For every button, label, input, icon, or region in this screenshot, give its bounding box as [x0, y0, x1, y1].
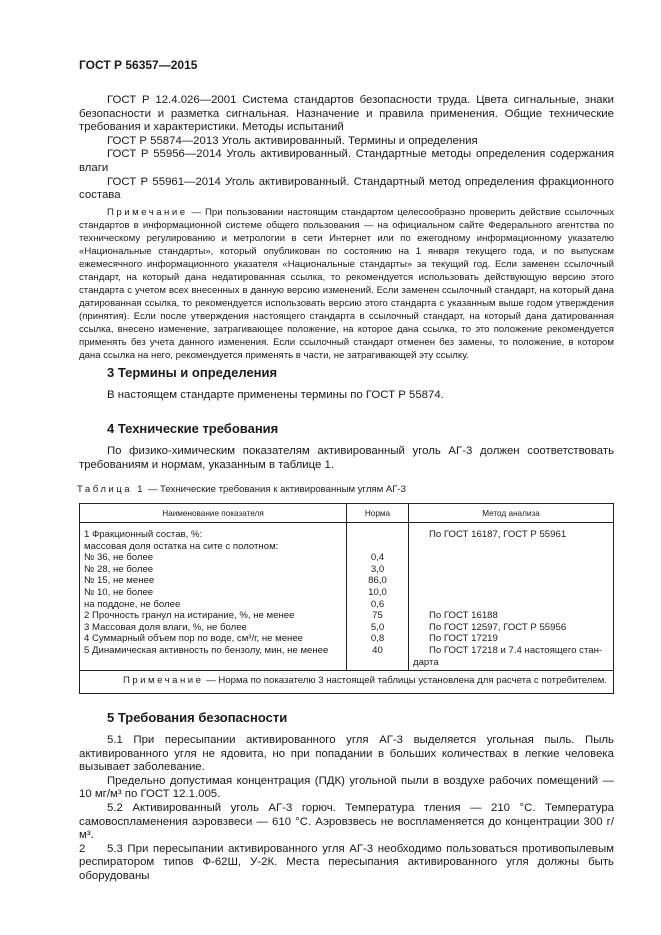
norm-cell: 0,6 — [347, 599, 409, 611]
references-list — [79, 94, 614, 203]
section-4-text: По физико-химическим показателям активированный уголь АГ-3 должен соответствовать требованиям и нормам, указанным в таблице 1. — [79, 445, 614, 471]
indicator-cell: 5 Динамическая активность по бензолу, мин, не менее — [80, 645, 347, 671]
indicator-cell: № 28, не более — [80, 564, 347, 576]
page-number: 2 — [79, 843, 86, 855]
section-5-title: 5 Требования безопасности — [107, 710, 288, 725]
indicator-cell: № 15, не менее — [80, 575, 347, 587]
method-cell: По ГОСТ 17218 и 7.4 настоящего стандарта — [409, 645, 614, 671]
norm-cell: 75 — [347, 610, 409, 622]
table-caption-label: Таблица 1 — [77, 484, 146, 495]
table-note — [80, 671, 614, 694]
column-header: Норма — [347, 504, 409, 523]
norm-cell: 86,0 — [347, 575, 409, 587]
table-row — [80, 587, 614, 599]
paragraph: Предельно допустимая концентрация (ПДК) угольной пыли в воздухе рабочих помещений — 10 мг/м³ по ГОСТ 12.1.005. — [79, 774, 614, 801]
table-row — [80, 523, 614, 541]
method-cell — [409, 564, 614, 576]
note-text: — При пользовании настоящим стандартом целесообразно проверить действие ссылочных стандартов в информационной системе общего пользования — на официальном сайте Федерального агентства по техническому регулированию и метрологии в сети Интернет или по ежегодному информационному указателю «Национальные стандарты», который опубликован по состоянию на 1 января текущего года, и по выпускам ежемесячного информационного указателя «Национальные стандарты» за текущий год. Если заменен ссылочный стандарт, на который дана недатированная ссылка, то рекомендуется использовать действующую версию этого стандарта с учетом всех внесенных в данную версию изменений. Если заменен ссылочный стандарт, на который дана датированная ссылка, то рекомендуется использовать версию этого стандарта с указанным выше годом утверждения (принятия). Если после утверждения настоящего стандарта в ссылочный стандарт, на который дана датированная ссылка, внесено изменение, затрагивающее положение, на которое дана ссылка, то это положение рекомендуется применять без учета данного изменения. Если ссылочный стандарт отменен без замены, то положение, в котором дана ссылка на него, рекомендуется применять в части, не затрагивающей эту ссылку. — [79, 207, 614, 361]
table-header-row — [80, 504, 614, 523]
paragraph: 5.3 При пересыпании активированного угля АГ-3 необходимо пользоваться противопылевым респиратором типов Ф-62Ш, У-2К. Места пересыпания активированного угля должны быть оборудованы — [79, 842, 614, 882]
method-cell — [409, 587, 614, 599]
method-cell — [409, 599, 614, 611]
norm-cell: 10,0 — [347, 587, 409, 599]
indicator-cell: 1 Фракционный состав, %: — [80, 523, 347, 541]
norm-cell: 3,0 — [347, 564, 409, 576]
table-row — [80, 633, 614, 645]
norm-cell: 0,4 — [347, 552, 409, 564]
section-4-title: 4 Технические требования — [107, 421, 279, 436]
table-row — [80, 645, 614, 671]
indicator-cell: № 36, не более — [80, 552, 347, 564]
norm-cell — [347, 523, 409, 541]
norm-cell: 0,8 — [347, 633, 409, 645]
indicator-cell: на поддоне, не более — [80, 599, 347, 611]
paragraph: 5.2 Активированный уголь АГ-3 горюч. Температура тления — 210 °С. Температура самовоспламенения аэровзвеси — 610 °С. Аэровзвесь не воспламеняется до концентрации 300 г/м³. — [79, 801, 614, 842]
table-note-text: — Норма по показателю 3 настоящей таблицы установлена для расчета с потребителем. — [203, 675, 607, 687]
reference-item: ГОСТ Р 55874—2013 Уголь активированный. Термины и определения — [107, 134, 478, 147]
indicator-cell: 4 Суммарный объем пор по воде, см³/г, не менее — [80, 633, 347, 645]
norm-cell — [347, 541, 409, 553]
indicator-cell: 3 Массовая доля влаги, %, не более — [80, 622, 347, 634]
table-row — [80, 622, 614, 634]
indicator-cell: 2 Прочность гранул на истирание, %, не менее — [80, 610, 347, 622]
table-note-label: Примечание — [122, 675, 204, 687]
method-cell: По ГОСТ 17219 — [409, 633, 614, 645]
table-row — [80, 599, 614, 611]
table-row — [80, 564, 614, 576]
requirements-table — [79, 503, 614, 694]
method-cell: По ГОСТ 16187, ГОСТ Р 55961 — [409, 523, 614, 541]
note-label: Примечание — [107, 207, 188, 218]
table-row — [80, 610, 614, 622]
reference-item: ГОСТ Р 55956—2014 Уголь активированный. Стандартные методы определения содержания влаги — [79, 148, 614, 174]
indicator-cell: массовая доля остатка на сите с полотном: — [80, 541, 347, 553]
indicator-cell: № 10, не более — [80, 587, 347, 599]
paragraph: 5.1 При пересыпании активированного угля АГ-3 выделяется угольная пыль. Пыль активированного угля не ядовита, но при попадании в больших количествах в легкие человека вызывает заболевание. — [79, 734, 614, 774]
norm-cell: 5,0 — [347, 622, 409, 634]
section-5-body — [79, 734, 614, 884]
method-cell: По ГОСТ 12597, ГОСТ Р 55956 — [409, 622, 614, 634]
table-row — [80, 552, 614, 564]
reference-item: ГОСТ Р 12.4.026—2001 Система стандартов безопасности труда. Цвета сигнальные, знаки безопасности и разметка сигнальная. Назначение и правила применения. Общие технические требования и характеристики. Методы испытаний — [79, 94, 614, 134]
column-header: Наименование показателя — [80, 504, 347, 523]
document-header: ГОСТ Р 56357—2015 — [79, 58, 198, 72]
section-3-text: В настоящем стандарте применены термины по ГОСТ Р 55874. — [107, 389, 444, 401]
references-note — [79, 206, 614, 362]
requirements-table-wrap — [79, 503, 614, 694]
method-cell — [409, 575, 614, 587]
section-3-title: 3 Термины и определения — [107, 365, 278, 380]
method-cell — [409, 541, 614, 553]
table-caption — [77, 484, 612, 495]
table-caption-text: — Технические требования к активированным углям АГ-3 — [145, 484, 406, 495]
table-row — [80, 541, 614, 553]
reference-item: ГОСТ Р 55961—2014 Уголь активированный. Стандартный метод определения фракционного состава — [79, 175, 614, 202]
method-cell: По ГОСТ 16188 — [409, 610, 614, 622]
norm-cell: 40 — [347, 645, 409, 671]
method-cell — [409, 552, 614, 564]
column-header: Метод анализа — [409, 504, 614, 523]
table-row — [80, 575, 614, 587]
